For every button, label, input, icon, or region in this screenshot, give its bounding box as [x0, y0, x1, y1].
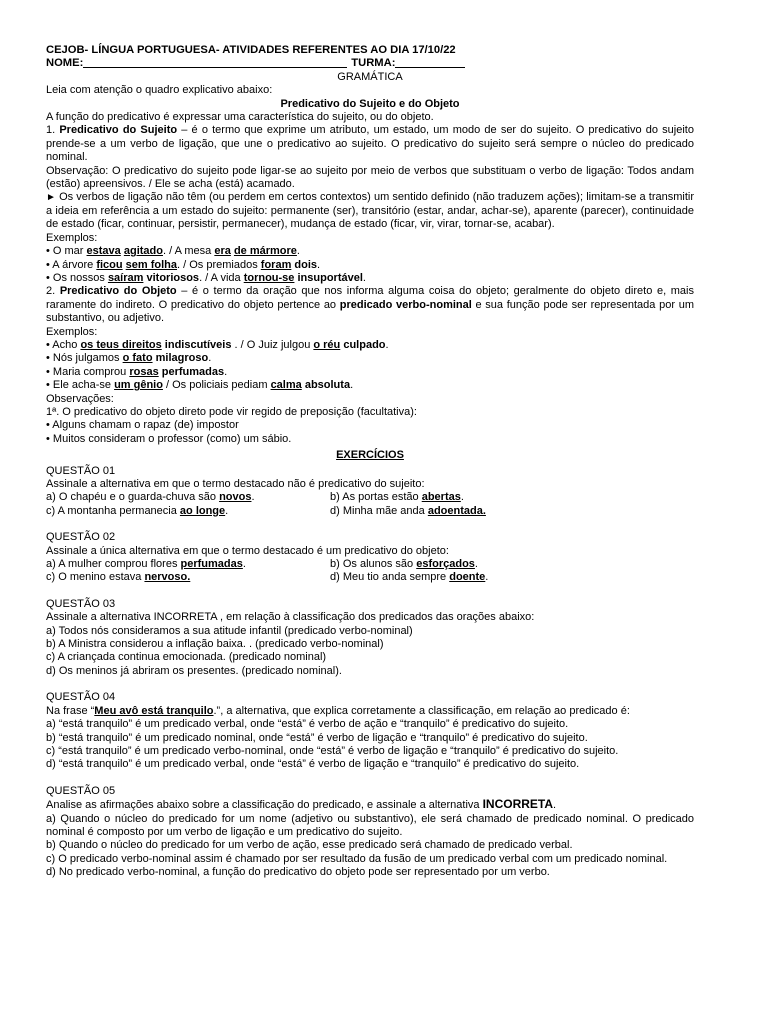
- option-d[interactable]: [330, 571, 694, 584]
- ex-text: .: [350, 379, 354, 392]
- question-01: [46, 465, 694, 519]
- subject-example-1: [46, 245, 694, 258]
- question-04: [46, 691, 694, 771]
- option-text: .: [225, 504, 229, 517]
- ex-predicative: agitado: [123, 245, 163, 258]
- ex-text: . / O Juiz julgou: [231, 338, 314, 351]
- ex-predicative: perfumadas: [161, 365, 225, 378]
- question-02: [46, 531, 694, 585]
- ex-text: . / A mesa: [162, 245, 215, 258]
- object-example-2: [46, 352, 694, 365]
- object-def: – é o termo da oração que nos informa alguma coisa do objeto; geralmente do objeto direto e, mais raramente do indireto. O predicativo do objeto pertence ao: [46, 285, 694, 311]
- option-b[interactable]: [330, 558, 694, 571]
- linking-text: Os verbos de ligação não têm (ou perdem em certos contextos) um sentido definido (não traduzem ações); limitam-se a transmitir a ideia em referência a um estado do sujeito: permanente (ser), transitório (estar, andar, achar-se), aparente (parecer), continuidade de estado (ficar, continuar, persistir, permanecer), mudança de estado (ficar, vir, virar, tornar-se, acabar).: [46, 191, 694, 231]
- subject-note: Observação: O predicativo do sujeito pode ligar-se ao sujeito por meio de verbos que substituam o verbo de ligação: Todos andam (estão) apreensivos. / Ele se acha (está) acamado.: [46, 164, 694, 191]
- option-text: a) A mulher comprou flores: [46, 558, 181, 571]
- option-d[interactable]: d) Os meninos já abriram os presentes. (predicado nominal).: [46, 664, 342, 677]
- option-text: .: [474, 558, 478, 571]
- ex-predicative: insuportável: [297, 271, 363, 284]
- ex-text: .: [362, 271, 366, 284]
- stem-text: .: [553, 799, 557, 812]
- highlighted-term: ao longe: [179, 504, 226, 517]
- ex-verb: ficou: [96, 258, 123, 271]
- option-b[interactable]: b) Quando o núcleo do predicado for um verbo de ação, esse predicado será chamado de predicado verbal.: [46, 839, 573, 852]
- ex-verb: tornou-se: [243, 271, 295, 284]
- observation-1: 1ª. O predicativo do objeto direto pode vir regido de preposição (facultativa):: [46, 405, 417, 418]
- ex-verb: foram: [260, 258, 292, 271]
- object-definition: [46, 285, 694, 325]
- option-c[interactable]: [46, 571, 330, 584]
- highlighted-term: esforçados: [416, 558, 475, 571]
- document-title: CEJOB- LÍNGUA PORTUGUESA- ATIVIDADES REFERENTES AO DIA 17/10/22: [46, 44, 456, 56]
- object-term: Predicativo do Objeto: [59, 285, 177, 298]
- highlighted-term: doente: [449, 571, 486, 584]
- ex-text: • Maria comprou: [46, 365, 130, 378]
- option-text: d) Meu tio anda sempre: [330, 571, 450, 584]
- ex-object: o fato: [122, 352, 153, 365]
- options-row: [46, 505, 694, 518]
- question-label: QUESTÃO 04: [46, 691, 116, 704]
- box-title: Predicativo do Sujeito e do Objeto: [280, 97, 460, 110]
- document-page: [46, 44, 694, 880]
- option-a[interactable]: a) “está tranquilo” é um predicado verbal, onde “está” é verbo de ação e “tranquilo” é predicativo do sujeito.: [46, 718, 569, 731]
- subject-example-3: [46, 272, 694, 285]
- ex-predicative: dois: [294, 258, 318, 271]
- subject-example-2: [46, 259, 694, 272]
- observations-label: Observações:: [46, 392, 114, 405]
- object-example-3: [46, 366, 694, 379]
- option-a[interactable]: [46, 558, 330, 571]
- ex-text: • Ele acha-se: [46, 379, 115, 392]
- ex-object: os teus direitos: [80, 338, 162, 351]
- option-d[interactable]: [330, 505, 694, 518]
- stem-text: Na frase “: [46, 704, 95, 717]
- ex-text: .: [317, 258, 321, 271]
- option-c[interactable]: c) “está tranquilo” é um predicado verbo-nominal, onde “está” é verbo de ligação e “tranquilo” é predicativo do sujeito.: [46, 744, 619, 757]
- option-c[interactable]: c) O predicado verbo-nominal assim é chamado por ser resultado da fusão de um predicado verbal com um predicado nominal.: [46, 852, 668, 865]
- ex-text: • O mar: [46, 245, 87, 258]
- question-label: QUESTÃO 03: [46, 597, 116, 610]
- question-stem: Assinale a única alternativa em que o termo destacado é um predicativo do objeto:: [46, 544, 449, 557]
- options-row: [46, 558, 694, 571]
- arrow-icon: ►: [46, 192, 56, 204]
- question-03: [46, 598, 694, 678]
- class-blank: [395, 57, 465, 68]
- ex-text: / Os policiais pediam: [162, 379, 271, 392]
- subject-def: – é o termo que exprime um atributo, um estado, um modo de ser do sujeito. O predicativo do sujeito prende-se a um verbo de ligação, que une o predicativo ao sujeito. O predicativo do sujeito será sempre o núcleo do predicado nominal.: [46, 124, 694, 164]
- object-def: e sua função pode ser representada por um substantivo, ou adjetivo.: [46, 298, 694, 325]
- ex-object: o réu: [313, 338, 341, 351]
- option-text: a) O chapéu e o guarda-chuva são: [46, 491, 220, 504]
- spacer: [46, 678, 694, 691]
- option-a[interactable]: a) Quando o núcleo do predicado for um nome (adjetivo ou substantivo), ele será chamado de predicado nominal. O predicado nominal é composto por um verbo de ligação e um predicativo do sujeito.: [46, 812, 694, 838]
- name-blank: [83, 57, 347, 68]
- subject-examples-label: Exemplos:: [46, 231, 98, 244]
- object-examples-label: Exemplos:: [46, 325, 98, 338]
- question-stem: [46, 705, 694, 718]
- class-label: TURMA:: [351, 57, 396, 70]
- object-example-4: [46, 379, 694, 392]
- observation-3: • Muitos consideram o professor (como) um sábio.: [46, 432, 292, 445]
- options-row: [46, 491, 694, 504]
- spacer: [46, 772, 694, 785]
- ex-text: . / A vida: [199, 271, 244, 284]
- ex-text: .: [385, 338, 389, 351]
- option-text: .: [242, 558, 246, 571]
- question-label: QUESTÃO 02: [46, 531, 116, 544]
- option-b[interactable]: [330, 491, 694, 504]
- option-text: c) O menino estava: [46, 571, 145, 584]
- option-text: .: [485, 571, 489, 584]
- ex-text: • A árvore: [46, 258, 97, 271]
- option-text: .: [251, 491, 255, 504]
- ex-predicative: vitoriosos: [146, 271, 200, 284]
- subject-definition: [46, 124, 694, 164]
- ex-predicative: milagroso: [155, 352, 209, 365]
- option-c[interactable]: c) A criançada continua emocionada. (predicado nominal): [46, 651, 327, 664]
- object-example-1: [46, 339, 694, 352]
- ex-text: .: [224, 365, 228, 378]
- highlighted-term: INCORRETA: [482, 797, 554, 812]
- ex-predicative: absoluta: [304, 379, 351, 392]
- ex-text: . / Os premiados: [177, 258, 261, 271]
- option-text: d) Minha mãe anda: [330, 504, 428, 517]
- question-label: QUESTÃO 01: [46, 464, 116, 477]
- ex-object: calma: [270, 379, 302, 392]
- name-class-line: [46, 57, 694, 70]
- ex-predicative: um gênio: [114, 379, 163, 392]
- option-text: b) As portas estão: [330, 491, 422, 504]
- question-stem: [46, 798, 694, 812]
- question-stem: Assinale a alternativa INCORRETA , em relação à classificação dos predicados das orações abaixo:: [46, 611, 535, 624]
- ex-text: .: [296, 245, 300, 258]
- option-d[interactable]: d) “está tranquilo” é um predicado verbal, onde “está” é verbo de ligação e “tranquilo” é predicativo do sujeito.: [46, 758, 580, 771]
- ex-predicative: indiscutíveis: [164, 338, 232, 351]
- option-a[interactable]: a) Todos nós consideramos a sua atitude infantil (predicado verbo-nominal): [46, 624, 413, 637]
- object-def-term: predicado verbo-nominal: [339, 298, 472, 311]
- ex-verb: era: [214, 245, 231, 258]
- object-num: 2.: [46, 285, 60, 298]
- question-label: QUESTÃO 05: [46, 784, 116, 797]
- highlighted-term: abertas: [421, 491, 461, 504]
- highlighted-term: adoentada.: [427, 504, 486, 517]
- ex-text: • Acho: [46, 338, 81, 351]
- ex-text: • Nós julgamos: [46, 352, 123, 365]
- linking-verbs-note: [46, 191, 694, 231]
- ex-verb: estava: [86, 245, 121, 258]
- stem-text: .”, a alternativa, que explica corretamente a classificação, em relação ao predicado é:: [213, 704, 630, 717]
- subject-term: Predicativo do Sujeito: [59, 124, 178, 137]
- highlighted-term: novos: [219, 491, 252, 504]
- option-b[interactable]: b) A Ministra considerou a inflação baixa. . (predicado verbo-nominal): [46, 638, 384, 651]
- name-label: NOME:: [46, 57, 84, 70]
- function-line: A função do predicativo é expressar uma característica do sujeito, ou do objeto.: [46, 111, 434, 124]
- section-title: GRAMÁTICA: [337, 70, 403, 83]
- ex-object: rosas: [129, 365, 159, 378]
- option-d[interactable]: d) No predicado verbo-nominal, a função do predicativo do objeto pode ser representado por um verbo.: [46, 866, 550, 879]
- highlighted-term: nervoso.: [144, 571, 191, 584]
- option-c[interactable]: [46, 505, 330, 518]
- option-b[interactable]: b) “está tranquilo” é um predicado nominal, onde “está” é verbo de ligação e “tranquilo” é predicativo do sujeito.: [46, 731, 588, 744]
- stem-text: Analise as afirmações abaixo sobre a classificação do predicado, e assinale a alternativa: [46, 799, 483, 812]
- ex-predicative: de mármore: [233, 245, 297, 258]
- observation-2: • Alguns chamam o rapaz (de) impostor: [46, 419, 239, 432]
- subject-num: 1.: [46, 124, 60, 137]
- ex-predicative: culpado: [343, 338, 386, 351]
- options-row: [46, 571, 694, 584]
- ex-text: • Os nossos: [46, 271, 108, 284]
- option-text: b) Os alunos são: [330, 558, 417, 571]
- option-text: .: [460, 491, 464, 504]
- intro-instruction: Leia com atenção o quadro explicativo abaixo:: [46, 84, 273, 97]
- option-a[interactable]: [46, 491, 330, 504]
- option-text: c) A montanha permanecia: [46, 504, 180, 517]
- spacer: [46, 518, 694, 531]
- highlighted-term: perfumadas: [180, 558, 243, 571]
- exercises-title: EXERCÍCIOS: [336, 449, 404, 462]
- question-05: [46, 785, 694, 880]
- ex-text: .: [208, 352, 212, 365]
- spacer: [46, 585, 694, 598]
- question-stem: Assinale a alternativa em que o termo destacado não é predicativo do sujeito:: [46, 478, 425, 490]
- highlighted-term: Meu avô está tranquilo: [94, 704, 214, 717]
- ex-predicative: sem folha: [125, 258, 178, 271]
- ex-verb: saíram: [107, 271, 144, 284]
